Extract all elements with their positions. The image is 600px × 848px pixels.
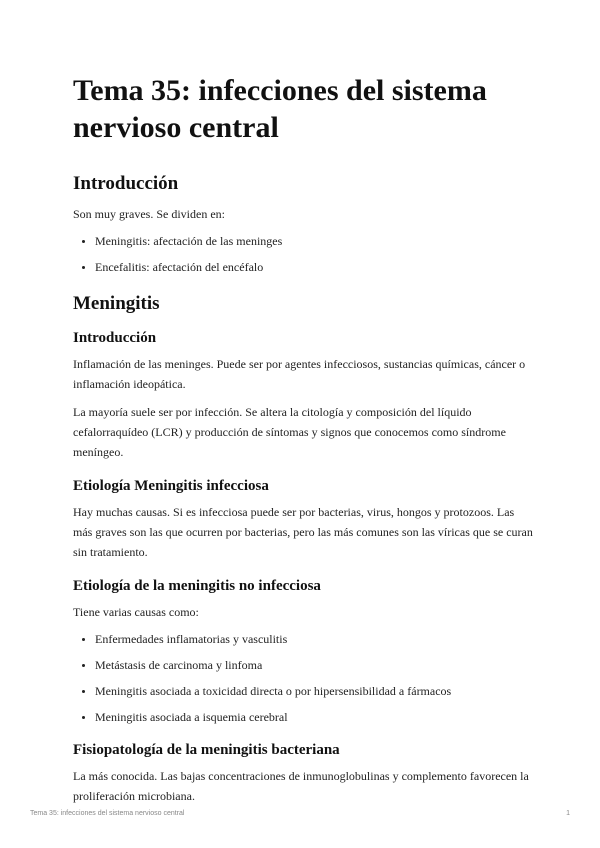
intro-paragraph: Son muy graves. Se dividen en: (73, 207, 225, 221)
document-page (73, 72, 533, 820)
list-item: • Encefalitis: afectación del encéfalo (95, 258, 533, 276)
list-item: • Metástasis de carcinoma y linfoma (95, 656, 533, 674)
list-item: • Enfermedades inflamatorias y vasculitis (95, 630, 533, 648)
page-title: Tema 35: infecciones del sistema nervioso central (73, 74, 487, 144)
etiologia-infecciosa-paragraph: Hay muchas causas. Si es infecciosa puede ser por bacterias, virus, hongos y protozoos. Las más graves son las que ocurren por bacterias, pero las más comunes son las víricas que se curan sin tratamiento. (73, 505, 533, 559)
page-footer (30, 810, 570, 817)
meningitis-intro-paragraph-1: Inflamación de las meninges. Puede ser por agentes infecciosos, sustancias químicas, cáncer o inflamación ideopática. (73, 357, 526, 391)
page-number: 1 (566, 810, 570, 817)
meningitis-intro-heading: Introducción (73, 330, 157, 346)
list-item: • Meningitis asociada a isquemia cerebral (95, 708, 533, 726)
meningitis-intro-paragraph-2: La mayoría suele ser por infección. Se altera la citología y composición del líquido cefalorraquídeo (LCR) y producción de síntomas y signos que conocemos como síndrome meníngeo. (73, 405, 506, 459)
footer-title: Tema 35: infecciones del sistema nervioso central (30, 810, 185, 817)
etiologia-infecciosa-section (73, 476, 533, 562)
meningitis-heading: Meningitis (73, 293, 160, 314)
fisiopatologia-heading: Fisiopatología de la meningitis bacteriana (73, 742, 340, 758)
etiologia-no-infecciosa-paragraph: Tiene varias causas como: (73, 605, 199, 619)
intro-list (73, 232, 533, 276)
intro-heading: Introducción (73, 173, 179, 194)
etiologia-no-infecciosa-section (73, 576, 533, 726)
list-item: • Meningitis asociada a toxicidad directa o por hipersensibilidad a fármacos (95, 682, 533, 700)
list-item: • Meningitis: afectación de las meninges (95, 232, 533, 250)
etiologia-no-infecciosa-list (73, 630, 533, 726)
fisiopatologia-paragraph: La más conocida. Las bajas concentraciones de inmunoglobulinas y complemento favorecen la proliferación microbiana. (73, 769, 529, 803)
meningitis-intro-section (73, 328, 533, 462)
fisiopatologia-section (73, 740, 533, 806)
etiologia-infecciosa-heading: Etiología Meningitis infecciosa (73, 478, 269, 494)
intro-section (73, 172, 533, 276)
etiologia-no-infecciosa-heading: Etiología de la meningitis no infecciosa (73, 578, 321, 594)
